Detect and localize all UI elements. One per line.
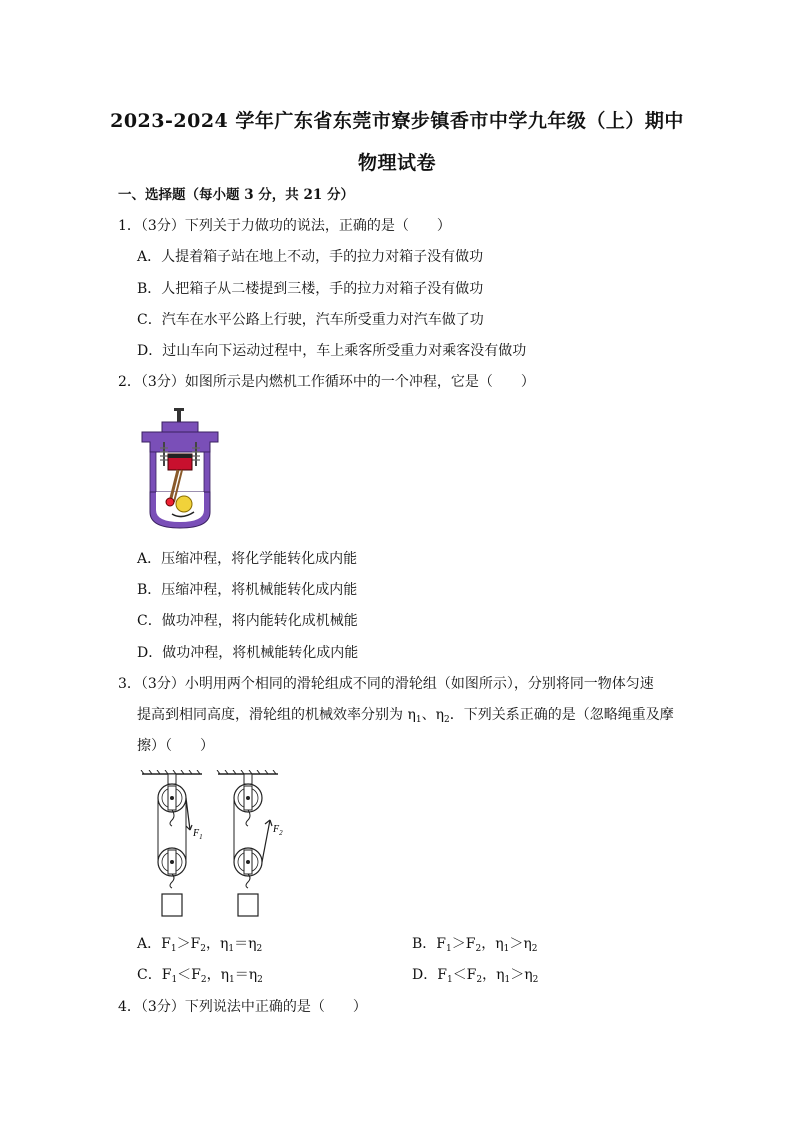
q3-option-c: C．$F_1<F_2$，$\eta_1=\eta_2$ [137, 967, 263, 985]
section-heading: 一、选择题（每小题 3 分，共 21 分） [118, 187, 354, 203]
document-title-line1: 2023-2024 学年广东省东莞市寮步镇香市中学九年级（上）期中 [110, 110, 684, 132]
q3-stem-line3: 擦）（ ） [137, 738, 214, 754]
f1-label: $F_1$ [193, 828, 203, 841]
pulley-systems-figure [140, 770, 290, 922]
q3-stem-line2: 提高到相同高度，滑轮组的机械效率分别为 $\eta_1$、$\eta_2$．下列关系正确的是（忽略绳重及摩 [137, 707, 674, 725]
q2-stem: 2．（3分）如图所示是内燃机工作循环中的一个冲程，它是（ ） [118, 374, 535, 390]
q2-option-c: C．做功冲程，将内能转化成机械能 [137, 613, 358, 629]
q3-option-b: B．$F_1>F_2$，$\eta_1>\eta_2$ [412, 936, 538, 954]
q3-stem-line1: 3．（3分）小明用两个相同的滑轮组成不同的滑轮组（如图所示），分别将同一物体匀速 [118, 676, 654, 692]
q2-option-b: B．压缩冲程，将机械能转化成内能 [137, 582, 358, 598]
q1-option-d: D．过山车向下运动过程中，车上乘客所受重力对乘客没有做功 [137, 343, 527, 359]
q1-option-a: A．人提着箱子站在地上不动，手的拉力对箱子没有做功 [137, 249, 484, 265]
q3-option-a: A．$F_1>F_2$，$\eta_1=\eta_2$ [137, 936, 263, 954]
q2-option-d: D．做功冲程，将机械能转化成内能 [137, 645, 359, 661]
q2-option-a: A．压缩冲程，将化学能转化成内能 [137, 551, 358, 567]
f2-label: $F_2$ [273, 824, 283, 837]
document-title-line2: 物理试卷 [357, 152, 436, 174]
q1-option-c: C．汽车在水平公路上行驶，汽车所受重力对汽车做了功 [137, 312, 484, 328]
q3-option-d: D．$F_1<F_2$，$\eta_1>\eta_2$ [412, 967, 539, 985]
q1-option-b: B．人把箱子从二楼提到三楼，手的拉力对箱子没有做功 [137, 281, 484, 297]
q4-stem: 4．（3分）下列说法中正确的是（ ） [118, 999, 367, 1015]
engine-stroke-figure [138, 408, 222, 532]
q1-stem: 1．（3分）下列关于力做功的说法，正确的是（ ） [118, 218, 451, 234]
